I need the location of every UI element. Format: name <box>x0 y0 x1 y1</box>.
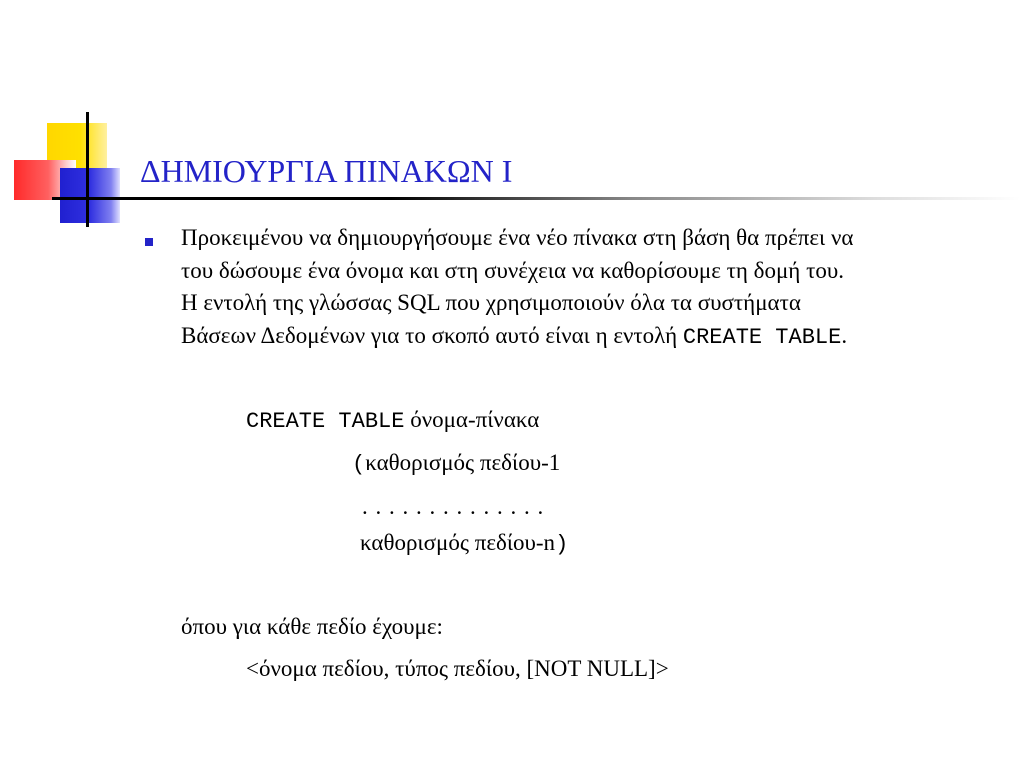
syntax-close-paren: ) <box>555 532 569 557</box>
syntax-ellipsis: . . . . . . . . . . . . . . <box>362 494 545 519</box>
syntax-table-name: όνομα-πίνακα <box>404 407 540 432</box>
intro-line-3: Η εντολή της γλώσσας SQL που χρησιμοποιούν όλα τα συστήματα <box>181 290 801 315</box>
intro-line-4-period: . <box>841 322 848 348</box>
intro-paragraph <box>181 222 1021 354</box>
intro-line-4-text: Βάσεων Δεδομένων για το σκοπό αυτό είναι η εντολή <box>181 322 683 348</box>
where-text: όπου για κάθε πεδίο έχουμε: <box>181 614 443 639</box>
syntax-field-first: καθορισμός πεδίου-1 <box>365 450 561 475</box>
intro-line-4 <box>181 320 1021 355</box>
syntax-keyword: CREATE TABLE <box>246 409 405 434</box>
title-underline <box>52 197 1020 200</box>
decor-vertical-line <box>86 112 89 227</box>
intro-line-1: Προκειμένου να δημιουργήσουμε ένα νέο πίνακα στη βάση θα πρέπει να <box>181 225 854 250</box>
create-table-code: CREATE TABLE <box>682 324 842 350</box>
decor-blue-square <box>60 168 120 223</box>
intro-line-2: του δώσουμε ένα όνομα και στη συνέχεια να καθορίσουμε τη δομή του. <box>181 257 844 283</box>
slide-title: ΔΗΜΙΟΥΡΓΙΑ ΠΙΝΑΚΩΝ Ι <box>140 153 513 189</box>
syntax-field-first-line <box>352 448 560 480</box>
syntax-open-paren: ( <box>352 452 366 477</box>
bullet-square-icon <box>145 238 153 246</box>
syntax-field-last: καθορισμός πεδίου-n <box>360 530 556 555</box>
syntax-field-last-line <box>360 528 568 560</box>
field-spec: <όνομα πεδίου, τύπος πεδίου, [NOT NULL]> <box>246 656 669 681</box>
syntax-create-line <box>246 405 539 437</box>
